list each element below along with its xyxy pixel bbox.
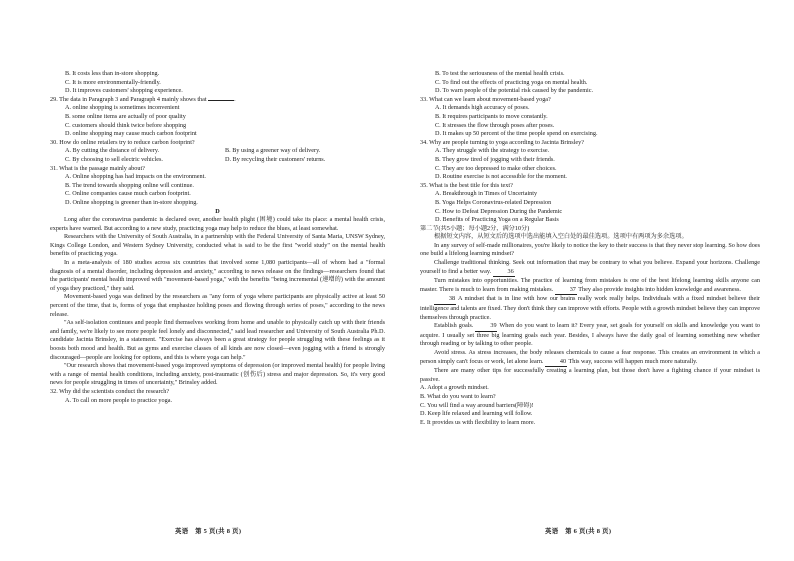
q32-option-b: B. To test the seriousness of the mental health crisis. xyxy=(435,70,565,77)
q30-option-b: B. By using a greener way of delivery. xyxy=(225,147,321,155)
q30-option-c: C. By choosing to sell electric vehicles. xyxy=(65,155,163,163)
cloze-paragraph: In any survey of self-made millionaires, you're likely to notice the key to their success is that they never stop learning. So how does one build a lifelong learning mindset? xyxy=(420,241,760,258)
q33-option-b: B. It requires participants to move constantly. xyxy=(435,112,548,120)
cloze-paragraph: Avoid stress. As stress increases, the body releases chemicals to cause a fear response. This creates an environment in which a person simply can't focus or work, let alone learn. 40 This way, success will happen much more naturally. xyxy=(420,349,760,367)
q34-option-a: A. They struggle with the strategy to exercise. xyxy=(435,147,550,155)
q30-options-row1 xyxy=(50,147,385,156)
blank-37: 37 xyxy=(555,286,577,296)
passage-d-paragraph: "Our research shows that movement-based yoga improved symptoms of depression (or improved mental health) for people living with a range of mental health conditions, including anxiety, post-traumatic (创伤后) stress and major depression. So, it's very good news for people struggling in times of uncertainty," Brinsley added. xyxy=(50,362,385,387)
q30-option-d: D. By recycling their customers' returns. xyxy=(225,155,326,163)
q29-option-b: B. some online items are actually of poor quality xyxy=(65,112,186,120)
passage-d-paragraph: Researchers with the University of South Australia, in a partnership with the Federal University of Santa Maria, UNSW Sydney, Kings College London, and Western Sydney University, conducted what is said to be the first "world study" on the mental health benefits of practicing yoga. xyxy=(50,233,385,258)
section-2-instructions: 根据短文内容，从短文后的选项中选出能填入空白处的最佳选项。选项中有两项为多余选项。 xyxy=(434,233,688,241)
q35-option-c: C. How to Defeat Depression During the Pandemic xyxy=(435,207,563,215)
q34-option-d: D. Routine exercise is not accessible for the moment. xyxy=(435,173,567,181)
q28-option-b: B. It costs less than in-store shopping. xyxy=(65,70,160,77)
q30-stem: 30. How do online retailers try to reduce carbon footprint? xyxy=(50,138,195,146)
q33-option-a: A. It demands high accuracy of poses. xyxy=(435,104,530,112)
page-footer-right: 英语 第 6 页(共 8 页) xyxy=(545,528,612,535)
q29-option-d: D. online shopping may cause much carbon footprint xyxy=(65,130,197,138)
q32-option-a: A. To call on more people to practice yoga. xyxy=(65,396,173,404)
q34-stem: 34. Why are people turning to yoga according to Jacinta Brinsley? xyxy=(420,138,584,146)
passage-d-paragraph: In a meta-analysis of 180 studies across six countries that involved some 1,080 participants—all of whom had a "formal diagnosis of a mental disorder, including depression and anxiety," according to news release on the findings—researchers found that the participants' mental health improved with "movement-based yoga," with the benefits "being incremental (递增的) with the amount of yoga they practiced," they said. xyxy=(50,259,385,292)
choice-d: D. Keep life relaxed and learning will follow. xyxy=(420,410,533,418)
passage-d-label: D xyxy=(215,207,220,215)
cloze-paragraph: Turn mistakes into opportunities. The practice of learning from mistakes is one of the best lifelong learning skills anyone can master. There is much to learn from making mistakes. 37 They also provide insights into hidden knowledge and awareness. xyxy=(420,277,760,295)
q34-option-b: B. They grow tired of jogging with their friends. xyxy=(435,155,555,163)
passage-d-paragraph: "As self-isolation continues and people find themselves working from home and unable to physically catch up with their friends and family, we're likely to see more people feel lonely and disconnected," said lead researcher and University of South Australia Ph.D. candidate Jacinta Brinsley, in a statement. "Exercise has always been a great strategy for people struggling with these feelings as it boosts both mood and health. But as gyms and exercise classes of all kinds are now closed—even jogging with a friend is strongly discouraged—people are looking for options, and this is where yoga can help." xyxy=(50,319,385,361)
q32-option-c: C. To find out the effects of practicing yoga on mental health. xyxy=(435,78,588,86)
q31-option-d: D. Online shopping is greener than in-store shopping. xyxy=(65,198,198,206)
cloze-paragraph: Establish goals. 39 When do you want to learn it? Every year, set goals for yourself on skills and knowledge you want to acquire. I usually set three big learning goals each year. Besides, I always have the daily goal of learning something new whether through reading or by talking to other people. xyxy=(420,322,761,348)
q32-option-d: D. To warn people of the potential risk caused by the pandemic. xyxy=(435,87,594,95)
q31-option-a: A. Online shopping has had impacts on the environment. xyxy=(65,173,206,181)
q29-option-a: A. online shopping is sometimes inconvenient xyxy=(65,104,180,112)
q32-stem: 32. Why did the scientists conduct the research? xyxy=(50,387,170,395)
q35-stem: 35. What is the best title for this text? xyxy=(420,181,513,189)
passage-d-paragraph: Long after the coronavirus pandemic is declared over, another health plight (困境) could take its place: a mental health crisis, experts have warned. But according to a new study, practicing yoga may help to reduce the blues, at least somewhat. xyxy=(50,216,385,232)
choice-a: A. Adopt a growth mindset. xyxy=(420,384,489,392)
q31-option-c: C. Online companies cause much carbon footprint. xyxy=(65,190,191,198)
q29-option-c: C. customers should think twice before shopping xyxy=(65,121,187,129)
q35-option-a: A. Breakthrough in Times of Uncertainty xyxy=(435,190,538,198)
q33-option-c: C. It stresses the flow through poses after poses. xyxy=(435,121,555,129)
section-2-title: 第二节(共5小题；每小题2分，满分10分) xyxy=(420,224,530,232)
choice-c: C. You will find a way around barriers(障碍)! xyxy=(420,401,534,409)
blank-39: 39 xyxy=(475,322,497,332)
q29-stem: 29. The data in Paragraph 3 and Paragraph 4 mainly shows that . xyxy=(50,95,236,103)
q28-option-d: D. It improves customers' shopping experience. xyxy=(65,87,183,95)
left-column xyxy=(50,70,385,405)
cloze-paragraph: Challenge traditional thinking. Seek out information that may be contrary to what you believe. Expand your horizons. Challenge yourself to find a better way. 36 xyxy=(420,259,760,277)
cloze-paragraph: There are many other tips for successfully creating a learning plan, but those don't have a fighting chance if your mindset is passive. xyxy=(420,367,760,383)
q33-option-d: D. It makes up 50 percent of the time people spend on exercising. xyxy=(435,130,598,138)
page-footer-left: 英语 第 5 页(共 8 页) xyxy=(175,528,242,535)
q30-option-a: A. By cutting the distance of delivery. xyxy=(65,147,160,155)
blank-38: 38 xyxy=(434,295,456,305)
q31-option-b: B. The trend towards shopping online will continue. xyxy=(65,181,194,189)
q31-stem: 31. What is the passage mainly about? xyxy=(50,164,145,172)
q34-option-c: C. They are too depressed to make other choices. xyxy=(435,164,557,172)
cloze-paragraph: 38 A mindset that is in line with how our brains really work really helps. Individuals with a fixed mindset believe their intelligence and talents are fixed. They don't think they can improve with efforts. People with a growth mindset believe they can improve themselves through practice. xyxy=(420,295,760,321)
blank-36: 36 xyxy=(493,268,515,278)
q35-option-d: D. Benefits of Practicing Yoga on a Regular Basis xyxy=(435,216,559,224)
choice-b: B. What do you want to learn? xyxy=(420,392,496,400)
choice-e: E. It provides us with flexibility to learn more. xyxy=(420,418,536,426)
right-column xyxy=(420,70,760,427)
blank-40: 40 xyxy=(545,358,567,368)
q28-option-c: C. It is more environmentally-friendly. xyxy=(65,78,161,86)
q35-option-b: B. Yoga Helps Coronavirus-related Depression xyxy=(435,198,552,206)
q33-stem: 33. What can we learn about movement-based yoga? xyxy=(420,95,551,103)
q30-options-row2 xyxy=(50,156,385,165)
passage-d-paragraph: Movement-based yoga was defined by the researchers as "any form of yoga where participants are physically active at least 50 percent of the time, that is, forms of yoga that emphasize holding poses and flowing through series of poses," according to the news release. xyxy=(50,293,385,318)
